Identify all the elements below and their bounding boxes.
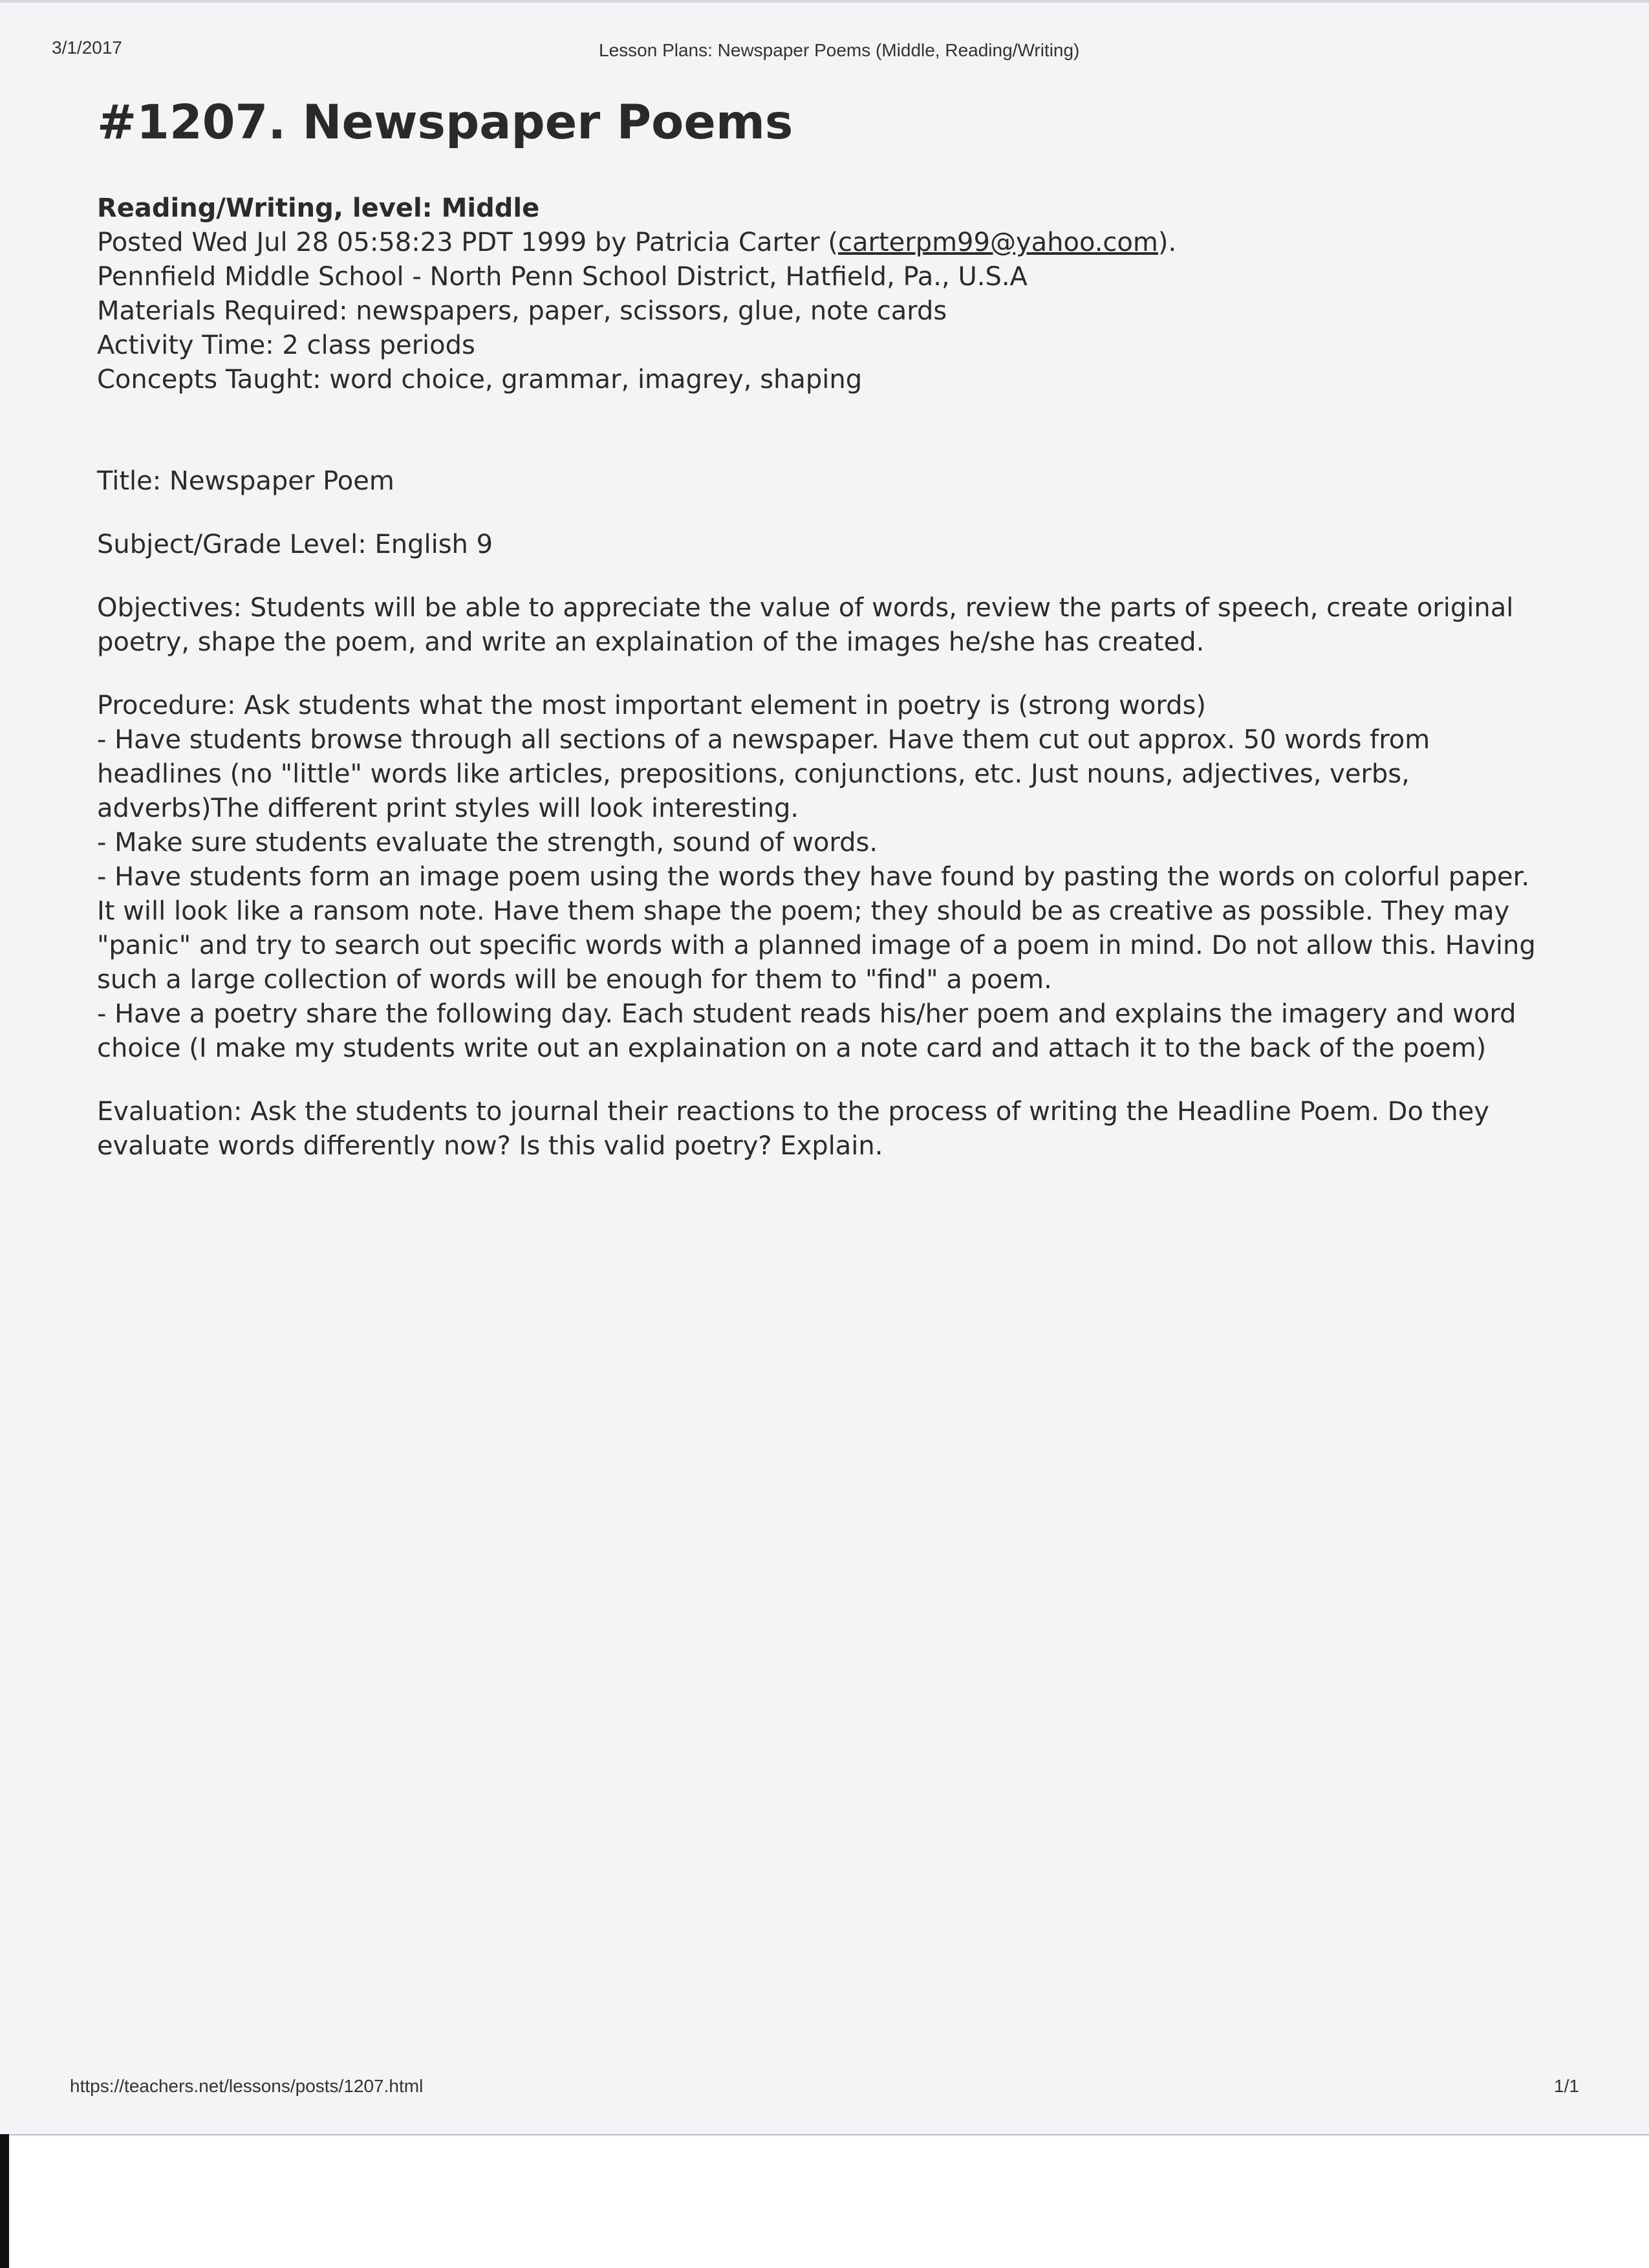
materials-line: Materials Required: newspapers, paper, scissors, glue, note cards [97,296,947,326]
concepts-line: Concepts Taught: word choice, grammar, imagrey, shaping [97,365,863,394]
posted-suffix: ). [1158,228,1177,257]
page-number: 1/1 [1554,2076,1579,2096]
evaluation-paragraph [97,1095,1539,1163]
lesson-title: #1207. Newspaper Poems [97,95,793,150]
activity-time-line: Activity Time: 2 class periods [97,330,475,360]
scan-edge-left [0,2134,9,2268]
lesson-subtitle: Reading/Writing, level: Middle [97,193,540,223]
scan-edge [0,0,1649,3]
author-email-link[interactable]: carterpm99@yahoo.com [838,228,1158,257]
procedure-line: "panic" and try to search out specific words with a planned image of a poem in mind. Do not allow this. Having [97,931,1536,960]
procedure-line: - Have students browse through all sections of a newspaper. Have them cut out approx. 50 words from [97,725,1430,755]
objectives-paragraph [97,591,1539,660]
grade-paragraph [97,528,1539,562]
title-line: Title: Newspaper Poem [97,466,394,496]
procedure-line: It will look like a ransom note. Have them shape the poem; they should be as creative as possible. They may [97,896,1510,926]
procedure-line: headlines (no "little" words like articles, prepositions, conjunctions, etc. Just nouns, adjectives, verbs, [97,759,1410,789]
footer-url: https://teachers.net/lessons/posts/1207.html [70,2076,424,2096]
posted-text: Posted Wed Jul 28 05:58:23 PDT 1999 by Patricia Carter ( [97,228,838,257]
procedure-line: - Have a poetry share the following day. Each student reads his/her poem and explains the imagery and word [97,999,1516,1029]
grade-line: Subject/Grade Level: English 9 [97,530,493,559]
procedure-line: choice (I make my students write out an explaination on a note card and attach it to the back of the poem) [97,1033,1487,1063]
evaluation-line: Evaluation: Ask the students to journal their reactions to the process of writing the Headline Poem. Do they [97,1097,1489,1127]
procedure-line: such a large collection of words will be enough for them to "find" a poem. [97,965,1052,995]
procedure-line: Procedure: Ask students what the most important element in poetry is (strong words) [97,691,1206,720]
lesson-meta [97,191,1520,397]
procedure-line: - Have students form an image poem using the words they have found by pasting the words on colorful paper. [97,862,1530,892]
title-paragraph [97,464,1539,499]
procedure-line: adverbs)The different print styles will look interesting. [97,794,799,823]
print-header-title: Lesson Plans: Newspaper Poems (Middle, Reading/Writing) [599,40,1080,60]
procedure-line: - Make sure students evaluate the strength, sound of words. [97,828,878,858]
school-line: Pennfield Middle School - North Penn School District, Hatfield, Pa., U.S.A [97,262,1028,292]
objectives-line: poetry, shape the poem, and write an explaination of the images he/she has created. [97,627,1205,657]
objectives-line: Objectives: Students will be able to appreciate the value of words, review the parts of speech, create original [97,593,1514,623]
print-date: 3/1/2017 [52,38,122,58]
posted-line [97,226,1520,260]
procedure-paragraph [97,689,1539,1066]
evaluation-line: evaluate words differently now? Is this valid poetry? Explain. [97,1131,883,1161]
lesson-body [97,464,1539,1193]
